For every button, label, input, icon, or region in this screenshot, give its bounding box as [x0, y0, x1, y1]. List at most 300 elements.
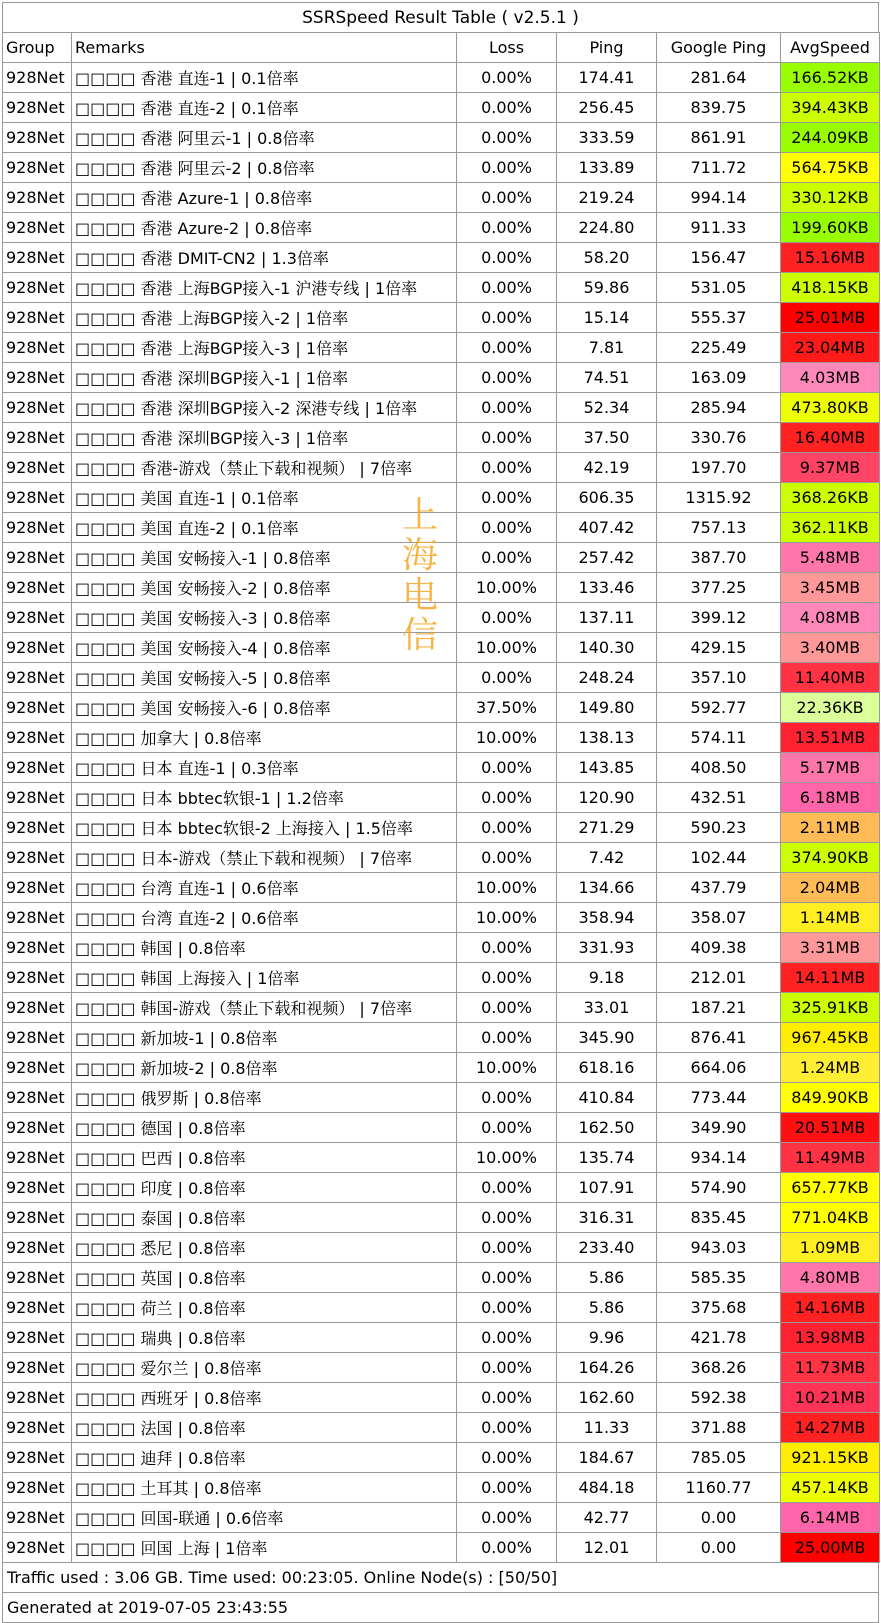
cell-google-ping: 592.77 — [657, 693, 781, 723]
cell-group: 928Net — [3, 303, 72, 333]
cell-remarks: □□□□ 日本-游戏（禁止下载和视频） | 7倍率 — [72, 843, 457, 873]
cell-avg-speed: 657.77KB — [781, 1173, 880, 1203]
table-row — [3, 1113, 880, 1143]
cell-loss: 10.00% — [457, 903, 557, 933]
cell-avg-speed: 418.15KB — [781, 273, 880, 303]
cell-ping: 164.26 — [557, 1353, 657, 1383]
cell-google-ping: 349.90 — [657, 1113, 781, 1143]
cell-remarks: □□□□ 美国 安畅接入-3 | 0.8倍率 — [72, 603, 457, 633]
header-ping: Ping — [557, 33, 657, 63]
cell-loss: 10.00% — [457, 633, 557, 663]
cell-remarks: □□□□ 美国 安畅接入-5 | 0.8倍率 — [72, 663, 457, 693]
cell-group: 928Net — [3, 1443, 72, 1473]
cell-remarks: □□□□ 回国-联通 | 0.6倍率 — [72, 1503, 457, 1533]
cell-ping: 410.84 — [557, 1083, 657, 1113]
cell-loss: 0.00% — [457, 363, 557, 393]
cell-loss: 0.00% — [457, 663, 557, 693]
cell-google-ping: 943.03 — [657, 1233, 781, 1263]
cell-avg-speed: 394.43KB — [781, 93, 880, 123]
cell-ping: 358.94 — [557, 903, 657, 933]
cell-loss: 37.50% — [457, 693, 557, 723]
cell-ping: 271.29 — [557, 813, 657, 843]
cell-remarks: □□□□ 泰国 | 0.8倍率 — [72, 1203, 457, 1233]
cell-google-ping: 934.14 — [657, 1143, 781, 1173]
table-row — [3, 1383, 880, 1413]
cell-avg-speed: 20.51MB — [781, 1113, 880, 1143]
cell-group: 928Net — [3, 993, 72, 1023]
table-row — [3, 1083, 880, 1113]
cell-ping: 74.51 — [557, 363, 657, 393]
cell-remarks: □□□□ 法国 | 0.8倍率 — [72, 1413, 457, 1443]
cell-group: 928Net — [3, 1533, 72, 1563]
cell-loss: 0.00% — [457, 1293, 557, 1323]
cell-avg-speed: 4.08MB — [781, 603, 880, 633]
cell-avg-speed: 4.80MB — [781, 1263, 880, 1293]
table-row — [3, 63, 880, 93]
cell-google-ping: 421.78 — [657, 1323, 781, 1353]
table-row — [3, 303, 880, 333]
table-row — [3, 1323, 880, 1353]
cell-loss: 0.00% — [457, 1353, 557, 1383]
cell-loss: 0.00% — [457, 1323, 557, 1353]
cell-avg-speed: 325.91KB — [781, 993, 880, 1023]
cell-loss: 0.00% — [457, 993, 557, 1023]
cell-avg-speed: 368.26KB — [781, 483, 880, 513]
cell-group: 928Net — [3, 723, 72, 753]
cell-google-ping: 574.11 — [657, 723, 781, 753]
table-row — [3, 153, 880, 183]
cell-google-ping: 1160.77 — [657, 1473, 781, 1503]
cell-remarks: □□□□ 悉尼 | 0.8倍率 — [72, 1233, 457, 1263]
cell-remarks: □□□□ 爱尔兰 | 0.8倍率 — [72, 1353, 457, 1383]
cell-group: 928Net — [3, 213, 72, 243]
cell-group: 928Net — [3, 1293, 72, 1323]
cell-avg-speed: 4.03MB — [781, 363, 880, 393]
header-row — [3, 33, 880, 63]
table-row — [3, 393, 880, 423]
cell-google-ping: 432.51 — [657, 783, 781, 813]
table-row — [3, 873, 880, 903]
cell-remarks: □□□□ 迪拜 | 0.8倍率 — [72, 1443, 457, 1473]
cell-group: 928Net — [3, 693, 72, 723]
cell-google-ping: 163.09 — [657, 363, 781, 393]
table-row — [3, 1473, 880, 1503]
cell-remarks: □□□□ 德国 | 0.8倍率 — [72, 1113, 457, 1143]
cell-ping: 133.89 — [557, 153, 657, 183]
cell-ping: 42.19 — [557, 453, 657, 483]
cell-loss: 0.00% — [457, 1113, 557, 1143]
header-loss: Loss — [457, 33, 557, 63]
cell-avg-speed: 5.17MB — [781, 753, 880, 783]
table-row — [3, 693, 880, 723]
cell-ping: 140.30 — [557, 633, 657, 663]
cell-group: 928Net — [3, 543, 72, 573]
cell-remarks: □□□□ 新加坡-1 | 0.8倍率 — [72, 1023, 457, 1053]
cell-group: 928Net — [3, 663, 72, 693]
cell-avg-speed: 771.04KB — [781, 1203, 880, 1233]
cell-ping: 333.59 — [557, 123, 657, 153]
cell-loss: 0.00% — [457, 123, 557, 153]
cell-ping: 42.77 — [557, 1503, 657, 1533]
cell-group: 928Net — [3, 1113, 72, 1143]
cell-loss: 0.00% — [457, 93, 557, 123]
cell-remarks: □□□□ 土耳其 | 0.8倍率 — [72, 1473, 457, 1503]
table-row — [3, 1443, 880, 1473]
cell-ping: 233.40 — [557, 1233, 657, 1263]
cell-google-ping: 102.44 — [657, 843, 781, 873]
result-table — [2, 32, 880, 1563]
cell-loss: 0.00% — [457, 963, 557, 993]
cell-loss: 0.00% — [457, 813, 557, 843]
cell-group: 928Net — [3, 1383, 72, 1413]
cell-loss: 0.00% — [457, 153, 557, 183]
cell-remarks: □□□□ 英国 | 0.8倍率 — [72, 1263, 457, 1293]
cell-loss: 0.00% — [457, 603, 557, 633]
cell-remarks: □□□□ 台湾 直连-1 | 0.6倍率 — [72, 873, 457, 903]
cell-remarks: □□□□ 美国 直连-1 | 0.1倍率 — [72, 483, 457, 513]
cell-google-ping: 757.13 — [657, 513, 781, 543]
table-row — [3, 1233, 880, 1263]
cell-group: 928Net — [3, 393, 72, 423]
cell-group: 928Net — [3, 603, 72, 633]
cell-google-ping: 574.90 — [657, 1173, 781, 1203]
cell-ping: 149.80 — [557, 693, 657, 723]
cell-avg-speed: 13.98MB — [781, 1323, 880, 1353]
cell-google-ping: 839.75 — [657, 93, 781, 123]
cell-google-ping: 1315.92 — [657, 483, 781, 513]
cell-remarks: □□□□ 香港 上海BGP接入-2 | 1倍率 — [72, 303, 457, 333]
cell-ping: 331.93 — [557, 933, 657, 963]
cell-remarks: □□□□ 瑞典 | 0.8倍率 — [72, 1323, 457, 1353]
cell-ping: 5.86 — [557, 1293, 657, 1323]
cell-ping: 133.46 — [557, 573, 657, 603]
cell-group: 928Net — [3, 1053, 72, 1083]
cell-google-ping: 358.07 — [657, 903, 781, 933]
cell-avg-speed: 22.36KB — [781, 693, 880, 723]
cell-ping: 9.96 — [557, 1323, 657, 1353]
table-row — [3, 993, 880, 1023]
table-row — [3, 1023, 880, 1053]
cell-remarks: □□□□ 新加坡-2 | 0.8倍率 — [72, 1053, 457, 1083]
result-table-container — [2, 2, 879, 1623]
cell-google-ping: 409.38 — [657, 933, 781, 963]
cell-remarks: □□□□ 加拿大 | 0.8倍率 — [72, 723, 457, 753]
cell-loss: 0.00% — [457, 183, 557, 213]
cell-group: 928Net — [3, 843, 72, 873]
table-row — [3, 1143, 880, 1173]
table-row — [3, 1503, 880, 1533]
cell-ping: 162.50 — [557, 1113, 657, 1143]
cell-loss: 0.00% — [457, 333, 557, 363]
cell-google-ping: 876.41 — [657, 1023, 781, 1053]
cell-remarks: □□□□ 香港 阿里云-1 | 0.8倍率 — [72, 123, 457, 153]
cell-google-ping: 861.91 — [657, 123, 781, 153]
cell-avg-speed: 921.15KB — [781, 1443, 880, 1473]
cell-remarks: □□□□ 美国 安畅接入-1 | 0.8倍率 — [72, 543, 457, 573]
table-row — [3, 573, 880, 603]
cell-google-ping: 531.05 — [657, 273, 781, 303]
cell-group: 928Net — [3, 453, 72, 483]
cell-loss: 0.00% — [457, 393, 557, 423]
cell-group: 928Net — [3, 1203, 72, 1233]
cell-group: 928Net — [3, 573, 72, 603]
cell-google-ping: 437.79 — [657, 873, 781, 903]
watermark-text: 上海电信 — [401, 495, 438, 656]
table-row — [3, 273, 880, 303]
cell-google-ping: 285.94 — [657, 393, 781, 423]
cell-loss: 0.00% — [457, 303, 557, 333]
cell-ping: 33.01 — [557, 993, 657, 1023]
cell-avg-speed: 374.90KB — [781, 843, 880, 873]
cell-ping: 37.50 — [557, 423, 657, 453]
cell-avg-speed: 473.80KB — [781, 393, 880, 423]
cell-avg-speed: 23.04MB — [781, 333, 880, 363]
cell-google-ping: 387.70 — [657, 543, 781, 573]
cell-loss: 10.00% — [457, 573, 557, 603]
cell-avg-speed: 5.48MB — [781, 543, 880, 573]
cell-avg-speed: 11.40MB — [781, 663, 880, 693]
cell-group: 928Net — [3, 903, 72, 933]
cell-group: 928Net — [3, 1143, 72, 1173]
table-row — [3, 963, 880, 993]
cell-remarks: □□□□ 俄罗斯 | 0.8倍率 — [72, 1083, 457, 1113]
cell-remarks: □□□□ 香港 阿里云-2 | 0.8倍率 — [72, 153, 457, 183]
cell-ping: 11.33 — [557, 1413, 657, 1443]
cell-avg-speed: 362.11KB — [781, 513, 880, 543]
cell-avg-speed: 3.40MB — [781, 633, 880, 663]
cell-ping: 5.86 — [557, 1263, 657, 1293]
table-row — [3, 1053, 880, 1083]
cell-avg-speed: 10.21MB — [781, 1383, 880, 1413]
table-row — [3, 1263, 880, 1293]
cell-google-ping: 664.06 — [657, 1053, 781, 1083]
cell-ping: 248.24 — [557, 663, 657, 693]
cell-avg-speed: 11.73MB — [781, 1353, 880, 1383]
cell-group: 928Net — [3, 1323, 72, 1353]
cell-remarks: □□□□ 香港 上海BGP接入-3 | 1倍率 — [72, 333, 457, 363]
table-row — [3, 903, 880, 933]
cell-ping: 59.86 — [557, 273, 657, 303]
cell-avg-speed: 564.75KB — [781, 153, 880, 183]
cell-avg-speed: 166.52KB — [781, 63, 880, 93]
cell-remarks: □□□□ 香港 上海BGP接入-1 沪港专线 | 1倍率 — [72, 273, 457, 303]
header-remarks: Remarks — [72, 33, 457, 63]
cell-google-ping: 281.64 — [657, 63, 781, 93]
cell-google-ping: 711.72 — [657, 153, 781, 183]
cell-group: 928Net — [3, 243, 72, 273]
cell-remarks: □□□□ 香港 Azure-1 | 0.8倍率 — [72, 183, 457, 213]
cell-avg-speed: 15.16MB — [781, 243, 880, 273]
cell-google-ping: 555.37 — [657, 303, 781, 333]
cell-ping: 174.41 — [557, 63, 657, 93]
cell-google-ping: 408.50 — [657, 753, 781, 783]
cell-remarks: □□□□ 日本 直连-1 | 0.3倍率 — [72, 753, 457, 783]
cell-loss: 0.00% — [457, 243, 557, 273]
cell-loss: 0.00% — [457, 1263, 557, 1293]
cell-loss: 0.00% — [457, 543, 557, 573]
cell-group: 928Net — [3, 1233, 72, 1263]
cell-loss: 0.00% — [457, 1023, 557, 1053]
table-row — [3, 543, 880, 573]
cell-avg-speed: 25.01MB — [781, 303, 880, 333]
cell-remarks: □□□□ 美国 安畅接入-6 | 0.8倍率 — [72, 693, 457, 723]
cell-avg-speed: 457.14KB — [781, 1473, 880, 1503]
cell-group: 928Net — [3, 123, 72, 153]
table-row — [3, 783, 880, 813]
cell-avg-speed: 6.18MB — [781, 783, 880, 813]
table-row — [3, 843, 880, 873]
table-row — [3, 123, 880, 153]
cell-avg-speed: 3.31MB — [781, 933, 880, 963]
cell-loss: 0.00% — [457, 513, 557, 543]
cell-google-ping: 197.70 — [657, 453, 781, 483]
table-row — [3, 333, 880, 363]
cell-ping: 256.45 — [557, 93, 657, 123]
cell-remarks: □□□□ 香港-游戏（禁止下载和视频） | 7倍率 — [72, 453, 457, 483]
cell-loss: 0.00% — [457, 273, 557, 303]
cell-remarks: □□□□ 香港 直连-2 | 0.1倍率 — [72, 93, 457, 123]
table-body — [3, 63, 880, 1563]
cell-google-ping: 835.45 — [657, 1203, 781, 1233]
cell-loss: 0.00% — [457, 1083, 557, 1113]
table-row — [3, 1533, 880, 1563]
cell-ping: 257.42 — [557, 543, 657, 573]
cell-remarks: □□□□ 荷兰 | 0.8倍率 — [72, 1293, 457, 1323]
cell-google-ping: 785.05 — [657, 1443, 781, 1473]
cell-ping: 12.01 — [557, 1533, 657, 1563]
cell-ping: 484.18 — [557, 1473, 657, 1503]
cell-avg-speed: 330.12KB — [781, 183, 880, 213]
table-row — [3, 453, 880, 483]
cell-group: 928Net — [3, 813, 72, 843]
cell-ping: 138.13 — [557, 723, 657, 753]
cell-loss: 0.00% — [457, 1443, 557, 1473]
cell-ping: 345.90 — [557, 1023, 657, 1053]
cell-group: 928Net — [3, 483, 72, 513]
cell-avg-speed: 14.11MB — [781, 963, 880, 993]
cell-google-ping: 212.01 — [657, 963, 781, 993]
table-row — [3, 1293, 880, 1323]
cell-remarks: □□□□ 巴西 | 0.8倍率 — [72, 1143, 457, 1173]
cell-group: 928Net — [3, 753, 72, 783]
cell-avg-speed: 967.45KB — [781, 1023, 880, 1053]
cell-google-ping: 0.00 — [657, 1503, 781, 1533]
cell-group: 928Net — [3, 1413, 72, 1443]
table-row — [3, 813, 880, 843]
cell-google-ping: 399.12 — [657, 603, 781, 633]
cell-ping: 15.14 — [557, 303, 657, 333]
cell-avg-speed: 6.14MB — [781, 1503, 880, 1533]
cell-group: 928Net — [3, 1353, 72, 1383]
cell-ping: 135.74 — [557, 1143, 657, 1173]
cell-remarks: □□□□ 美国 安畅接入-2 | 0.8倍率 — [72, 573, 457, 603]
cell-remarks: □□□□ 香港 Azure-2 | 0.8倍率 — [72, 213, 457, 243]
table-row — [3, 243, 880, 273]
cell-loss: 0.00% — [457, 933, 557, 963]
cell-avg-speed: 16.40MB — [781, 423, 880, 453]
cell-remarks: □□□□ 美国 安畅接入-4 | 0.8倍率 — [72, 633, 457, 663]
cell-loss: 0.00% — [457, 753, 557, 783]
cell-loss: 0.00% — [457, 843, 557, 873]
cell-remarks: □□□□ 香港 DMIT-CN2 | 1.3倍率 — [72, 243, 457, 273]
cell-loss: 10.00% — [457, 723, 557, 753]
cell-remarks: □□□□ 香港 深圳BGP接入-2 深港专线 | 1倍率 — [72, 393, 457, 423]
table-row — [3, 483, 880, 513]
cell-remarks: □□□□ 美国 直连-2 | 0.1倍率 — [72, 513, 457, 543]
cell-avg-speed: 2.04MB — [781, 873, 880, 903]
footer-stats: Traffic used : 3.06 GB. Time used: 00:23:05. Online Node(s) : [50/50] — [2, 1563, 879, 1593]
table-row — [3, 1203, 880, 1233]
cell-avg-speed: 2.11MB — [781, 813, 880, 843]
cell-ping: 134.66 — [557, 873, 657, 903]
cell-group: 928Net — [3, 873, 72, 903]
cell-ping: 407.42 — [557, 513, 657, 543]
cell-group: 928Net — [3, 513, 72, 543]
table-row — [3, 423, 880, 453]
cell-group: 928Net — [3, 1473, 72, 1503]
cell-ping: 618.16 — [557, 1053, 657, 1083]
cell-ping: 316.31 — [557, 1203, 657, 1233]
cell-remarks: □□□□ 香港 直连-1 | 0.1倍率 — [72, 63, 457, 93]
cell-remarks: □□□□ 韩国 | 0.8倍率 — [72, 933, 457, 963]
cell-group: 928Net — [3, 1023, 72, 1053]
cell-avg-speed: 199.60KB — [781, 213, 880, 243]
cell-google-ping: 0.00 — [657, 1533, 781, 1563]
cell-avg-speed: 11.49MB — [781, 1143, 880, 1173]
cell-loss: 0.00% — [457, 1233, 557, 1263]
table-row — [3, 513, 880, 543]
table-row — [3, 633, 880, 663]
cell-loss: 0.00% — [457, 213, 557, 243]
cell-group: 928Net — [3, 1083, 72, 1113]
cell-google-ping: 377.25 — [657, 573, 781, 603]
table-row — [3, 93, 880, 123]
cell-loss: 0.00% — [457, 453, 557, 483]
cell-loss: 10.00% — [457, 1053, 557, 1083]
cell-remarks: □□□□ 韩国 上海接入 | 1倍率 — [72, 963, 457, 993]
table-row — [3, 933, 880, 963]
cell-loss: 10.00% — [457, 1143, 557, 1173]
table-title: SSRSpeed Result Table ( v2.5.1 ) — [2, 2, 879, 32]
cell-google-ping: 429.15 — [657, 633, 781, 663]
table-row — [3, 663, 880, 693]
cell-ping: 9.18 — [557, 963, 657, 993]
cell-group: 928Net — [3, 933, 72, 963]
cell-ping: 162.60 — [557, 1383, 657, 1413]
cell-google-ping: 156.47 — [657, 243, 781, 273]
cell-loss: 0.00% — [457, 1383, 557, 1413]
cell-avg-speed: 9.37MB — [781, 453, 880, 483]
table-row — [3, 363, 880, 393]
table-row — [3, 1353, 880, 1383]
cell-avg-speed: 14.16MB — [781, 1293, 880, 1323]
cell-group: 928Net — [3, 93, 72, 123]
cell-remarks: □□□□ 韩国-游戏（禁止下载和视频） | 7倍率 — [72, 993, 457, 1023]
cell-google-ping: 330.76 — [657, 423, 781, 453]
header-avg-speed: AvgSpeed — [781, 33, 880, 63]
table-row — [3, 1413, 880, 1443]
cell-ping: 606.35 — [557, 483, 657, 513]
cell-ping: 52.34 — [557, 393, 657, 423]
cell-ping: 137.11 — [557, 603, 657, 633]
table-row — [3, 213, 880, 243]
cell-google-ping: 911.33 — [657, 213, 781, 243]
table-row — [3, 1173, 880, 1203]
cell-group: 928Net — [3, 183, 72, 213]
cell-group: 928Net — [3, 1263, 72, 1293]
cell-avg-speed: 1.09MB — [781, 1233, 880, 1263]
cell-group: 928Net — [3, 333, 72, 363]
